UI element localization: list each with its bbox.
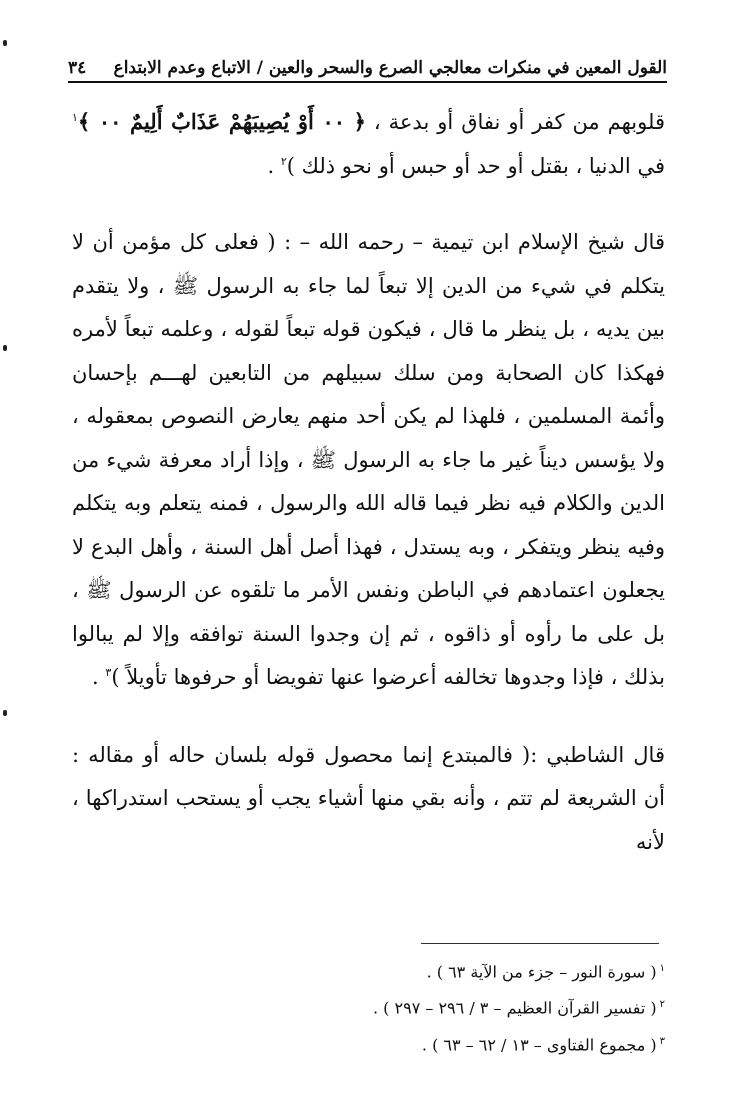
running-title: القول المعين في منكرات معالجي الصرع والسحر والعين / الاتباع وعدم الابتداع xyxy=(113,58,667,78)
footnote-ref[interactable]: ١ xyxy=(72,111,78,124)
footnote-number: ٣ xyxy=(659,1035,665,1047)
footnote-number: ٢ xyxy=(659,999,665,1011)
paragraph-end: . xyxy=(267,153,281,178)
quran-verse: ﴿ ٠٠ أَوْ يُصِيبَهُمْ عَذَابٌ أَلِيمٌ ٠٠ ﴾ xyxy=(77,109,366,134)
paragraph-text: قال شيخ الإسلام ابن تيمية – رحمه الله – : ( فعلى كل مؤمن أن لا يتكلم في شيء من الدين إلا تبعاً لما جاء به الرسول ﷺ ، ولا يتقدم بين يديه ، بل ينظر ما قال ، فيكون قوله تبعاً لقوله ، وعلمه تبعاً لأمره فهكذا كان الصحابة ومن سلك سبيلهم من التابعين لهـــم بإحسان وأئمة المسلمين ، فلهذا لم يكن أحد منهم يعارض النصوص بمعقوله ، ولا يؤسس ديناً غير ما جاء به الرسول ﷺ ، وإذا أراد معرفة شيء من الدين والكلام فيه نظر فيما قاله الله والرسول ، فمنه يتعلم وبه يتكلم وفيه ينظر ويتفكر ، وبه يستدل ، فهذا أصل أهل السنة ، وأهل البدع لا يجعلون اعتمادهم في الباطن ونفس الأمر ما تلقوه عن الرسول ﷺ ، بل على ما رأوه أو ذاقوه ، ثم إن وجدوا السنة توافقه وإلا لم يبالوا بذلك ، فإذا وجدوها تخالفه أعرضوا عنها تفويضا أو حرفوها تأويلاً ) xyxy=(72,230,665,689)
footnote-text: ( مجموع الفتاوى – ١٣ / ٦٢ – ٦٣ ) . xyxy=(421,1034,657,1054)
footnote xyxy=(140,1025,665,1061)
scan-edge-mark xyxy=(3,40,7,46)
paragraph xyxy=(72,734,665,865)
paragraph-text: قلوبهم من كفر أو نفاق أو بدعة ، xyxy=(365,110,665,134)
header-rule xyxy=(68,81,667,83)
main-text xyxy=(72,100,665,864)
footnotes xyxy=(140,952,665,1061)
footnote-ref[interactable]: ٢ xyxy=(280,154,287,168)
paragraph xyxy=(72,100,665,188)
page-header xyxy=(68,38,667,78)
paragraph-text: في الدنيا ، بقتل أو حد أو حبس أو نحو ذلك ) xyxy=(286,153,665,178)
scan-edge-mark xyxy=(3,710,7,716)
footnote-separator xyxy=(421,943,659,944)
paragraph-end: . xyxy=(92,665,106,689)
paragraph xyxy=(72,221,665,700)
scan-edge-mark xyxy=(3,345,7,351)
footnote-text: ( تفسير القرآن العظيم – ٣ / ٢٩٦ – ٢٩٧ ) . xyxy=(373,998,657,1018)
footnote-ref[interactable]: ٣ xyxy=(105,666,112,679)
paragraph-text: قال الشاطبي :( فالمبتدع إنما محصول قوله بلسان حاله أو مقاله : أن الشريعة لم تتم ، وأنه بقي منها أشياء يجب أو يستحب استدراكها ، لأنه xyxy=(72,742,665,854)
footnote-text: ( سورة النور – جزء من الآية ٦٣ ) . xyxy=(426,962,657,982)
footnote xyxy=(140,988,665,1024)
footnote xyxy=(140,952,665,988)
footnote-number: ١ xyxy=(659,963,665,974)
page-number: ٣٤ xyxy=(68,58,87,78)
